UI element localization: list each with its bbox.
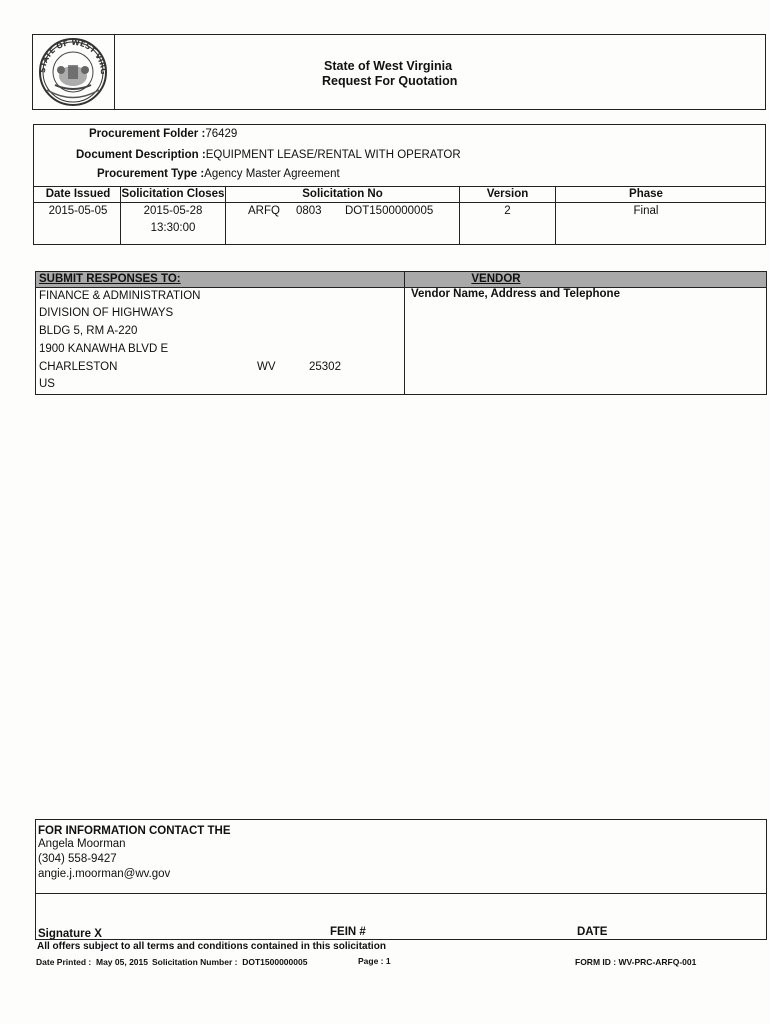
date-printed-value: May 05, 2015 bbox=[96, 957, 148, 967]
document-title: State of West Virginia bbox=[324, 59, 453, 73]
contact-email: angie.j.moorman@wv.gov bbox=[38, 868, 171, 880]
signature-label: Signature X bbox=[38, 928, 102, 940]
header-solicitation-no: Solicitation No bbox=[302, 188, 383, 200]
date-printed-label: Date Printed : bbox=[36, 957, 92, 967]
submit-address-line2: DIVISION OF HIGHWAYS bbox=[39, 307, 174, 319]
document-description-value: EQUIPMENT LEASE/RENTAL WITH OPERATOR bbox=[205, 149, 461, 161]
submit-address-state: WV bbox=[257, 361, 276, 373]
procurement-type-label: Procurement Type : bbox=[97, 168, 205, 180]
submit-heading: SUBMIT RESPONSES TO: bbox=[39, 273, 181, 285]
submit-vendor-divider bbox=[404, 271, 405, 395]
value-closes-date: 2015-05-28 bbox=[143, 205, 203, 217]
document-subtitle: Request For Quotation bbox=[322, 74, 458, 88]
footer-sol-number-value: DOT1500000005 bbox=[242, 957, 308, 967]
submit-address-country: US bbox=[39, 378, 55, 390]
procurement-type bbox=[97, 168, 340, 180]
footer-sol-number-label: Solicitation Number : bbox=[152, 957, 238, 967]
contact-name: Angela Moorman bbox=[38, 838, 126, 850]
contact-heading: FOR INFORMATION CONTACT THE bbox=[38, 825, 231, 837]
date-label: DATE bbox=[577, 926, 608, 938]
value-phase: Final bbox=[633, 205, 659, 217]
document-description-label: Document Description : bbox=[76, 149, 206, 161]
submit-address-line3: BLDG 5, RM A-220 bbox=[39, 325, 138, 337]
value-sol-type: ARFQ bbox=[248, 205, 280, 217]
fein-label: FEIN # bbox=[330, 926, 366, 938]
value-version: 2 bbox=[504, 205, 511, 217]
submit-address-line1: FINANCE & ADMINISTRATION bbox=[39, 290, 201, 302]
page-number bbox=[358, 956, 391, 966]
value-sol-dept: 0803 bbox=[296, 205, 322, 217]
value-closes-time: 13:30:00 bbox=[150, 222, 196, 234]
date-printed bbox=[36, 957, 148, 967]
page-label: Page : bbox=[358, 956, 384, 966]
header-solicitation-closes: Solicitation Closes bbox=[121, 188, 225, 200]
terms-notice: All offers subject to all terms and conditions contained in this solicitation bbox=[37, 941, 386, 952]
state-seal-icon bbox=[33, 35, 115, 109]
value-date-issued: 2015-05-05 bbox=[48, 205, 108, 217]
document-description bbox=[76, 149, 461, 161]
footer-solicitation-number bbox=[152, 957, 307, 967]
signature-box bbox=[35, 893, 767, 940]
header-date-issued: Date Issued bbox=[45, 188, 111, 200]
form-id: FORM ID : WV-PRC-ARFQ-001 bbox=[575, 957, 697, 967]
header-phase: Phase bbox=[629, 188, 663, 200]
table-header-line bbox=[33, 202, 766, 203]
value-sol-number: DOT1500000005 bbox=[345, 205, 434, 217]
submit-address-city: CHARLESTON bbox=[39, 361, 118, 373]
vendor-subheading: Vendor Name, Address and Telephone bbox=[411, 288, 620, 300]
vendor-heading: VENDOR bbox=[471, 273, 521, 285]
submit-address-line4: 1900 KANAWHA BLVD E bbox=[39, 343, 169, 355]
page-value: 1 bbox=[385, 956, 391, 966]
procurement-type-value: Agency Master Agreement bbox=[204, 168, 340, 180]
submit-address-zip: 25302 bbox=[309, 361, 341, 373]
header-version: Version bbox=[486, 188, 529, 200]
submit-heading-underline bbox=[35, 287, 767, 288]
contact-phone: (304) 558-9427 bbox=[38, 853, 117, 865]
procurement-folder-value: 76429 bbox=[205, 128, 238, 140]
procurement-folder-label: Procurement Folder : bbox=[89, 128, 206, 140]
seal-text: STATE OF WEST VIRG bbox=[37, 37, 109, 75]
procurement-folder bbox=[89, 128, 237, 140]
table-top-line bbox=[33, 186, 766, 187]
